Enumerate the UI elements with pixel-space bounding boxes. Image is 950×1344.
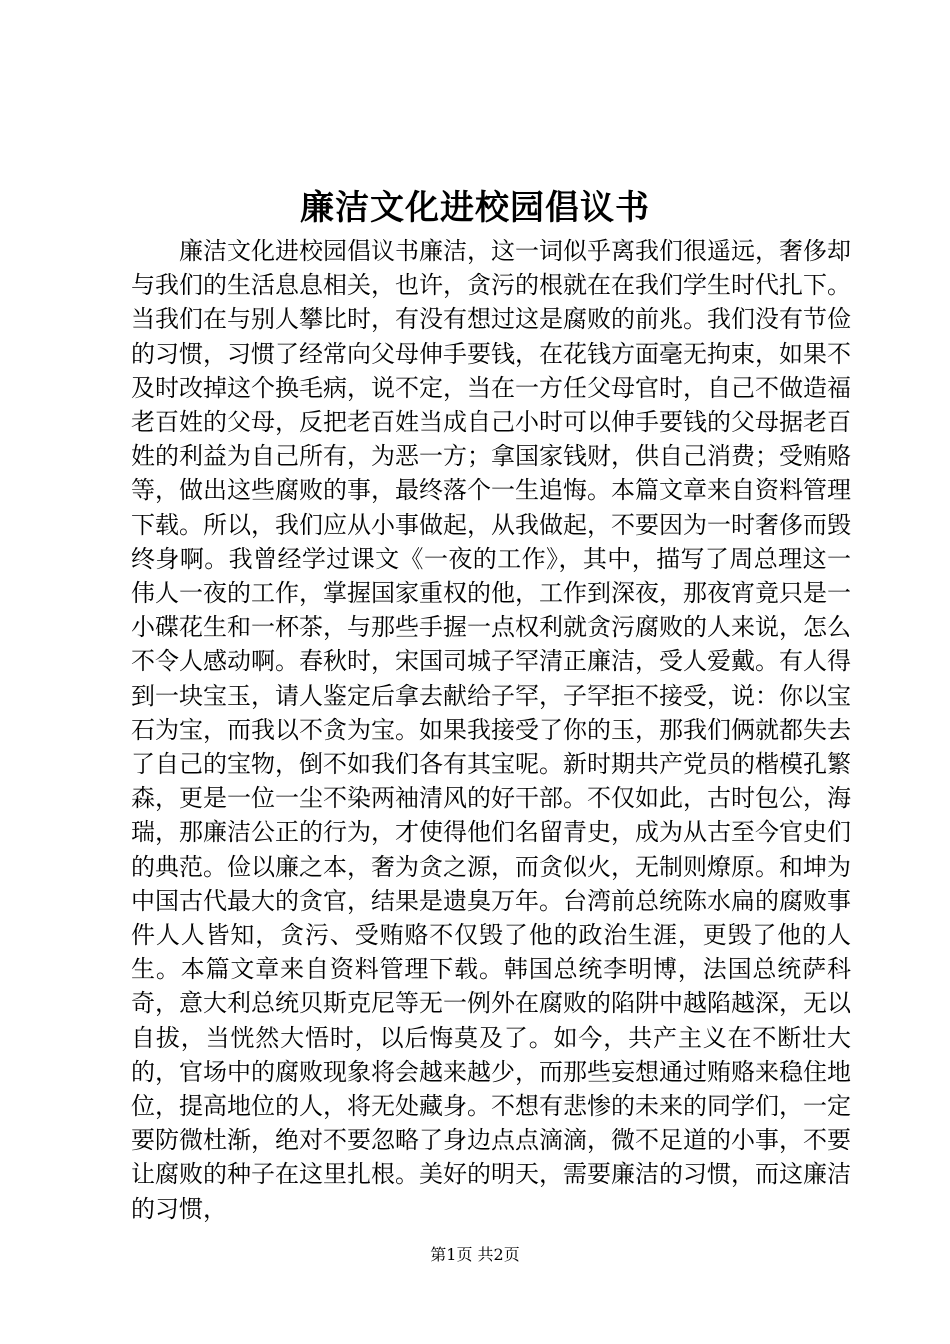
body-paragraph: 廉洁文化进校园倡议书廉洁，这一词似乎离我们很遥远，奢侈却与我们的生活息息相关，也许，贪污的根就在在我们学生时代扎下。当我们在与别人攀比时，有没有想过这是腐败的前兆。我们没有节俭的习惯，习惯了经常向父母伸手要钱，在花钱方面毫无拘束，如果不及时改掉这个换毛病，说不定，当在一方任父母官时，自己不做造福老百姓的父母，反把老百姓当成自己小时可以伸手要钱的父母据老百姓的利益为自己所有，为恶一方；拿国家钱财，供自己消费；受贿赂等，做出这些腐败的事，最终落个一生追悔。本篇文章来自资料管理下载。所以，我们应从小事做起，从我做起，不要因为一时奢侈而毁终身啊。我曾经学过课文《一夜的工作》，其中，描写了周总理这一伟人一夜的工作，掌握国家重权的他，工作到深夜，那夜宵竟只是一小碟花生和一杯茶，与那些手握一点权利就贪污腐败的人来说，怎么不令人感动啊。春秋时，宋国司城子罕清正廉洁，受人爱戴。有人得到一块宝玉，请人鉴定后拿去献给子罕，子罕拒不接受，说：你以宝石为宝，而我以不贪为宝。如果我接受了你的玉，那我们俩就都失去了自己的宝物，倒不如我们各有其宝呢。新时期共产党员的楷模孔繁森，更是一位一尘不染两袖清风的好干部。不仅如此，古时包公，海瑞，那廉洁公正的行为，才使得他们名留青史，成为从古至今官史们的典范。俭以廉之本，奢为贪之源，而贪似火，无制则燎原。和坤为中国古代最大的贪官，结果是遗臭万年。台湾前总统陈水扁的腐败事件人人皆知，贪污、受贿赂不仅毁了他的政治生涯，更毁了他的人生。本篇文章来自资料管理下载。韩国总统李明博，法国总统萨科奇，意大利总统贝斯克尼等无一例外在腐败的陷阱中越陷越深，无以自拔，当恍然大悟时，以后悔莫及了。如今，共产主义在不断壮大的，官场中的腐败现象将会越来越少，而那些妄想通过贿赂来稳住地位，提高地位的人，将无处藏身。不想有悲惨的未来的同学们，一定要防微杜渐，绝对不要忽略了身边点点滴滴，微不足道的小事，不要让腐败的种子在这里扎根。美好的明天，需要廉洁的习惯，而这廉洁的习惯，: [131, 237, 851, 1223]
page-number-footer: 第1页 共2页: [430, 1245, 520, 1264]
document-title: 廉洁文化进校园倡议书: [300, 188, 650, 228]
